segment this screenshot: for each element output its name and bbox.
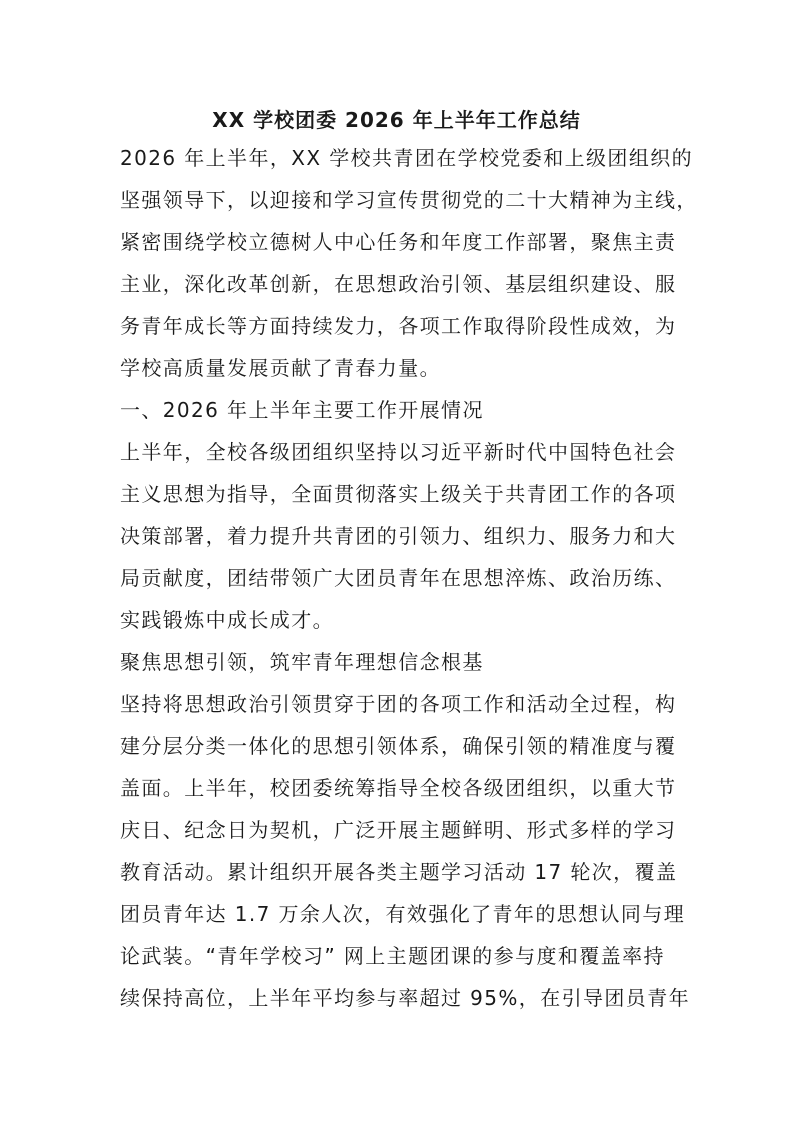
body-line: 庆日、纪念日为契机，广泛开展主题鲜明、形式多样的学习 bbox=[120, 818, 677, 842]
body-line: 坚持将思想政治引领贯穿于团的各项工作和活动全过程，构 bbox=[120, 692, 677, 716]
body-line: 团员青年达 1.7 万余人次，有效强化了青年的思想认同与理 bbox=[120, 902, 686, 926]
body-line: 紧密围绕学校立德树人中心任务和年度工作部署，聚焦主责 bbox=[120, 230, 677, 254]
body-line: 坚强领导下，以迎接和学习宣传贯彻党的二十大精神为主线， bbox=[120, 188, 698, 212]
body-line: 决策部署，着力提升共青团的引领力、组织力、服务力和大 bbox=[120, 524, 677, 548]
body-line: 务青年成长等方面持续发力，各项工作取得阶段性成效，为 bbox=[120, 314, 677, 338]
body-line: 论武装。“青年学校习” 网上主题团课的参与度和覆盖率持 bbox=[120, 944, 665, 968]
body-line: 上半年，全校各级团组织坚持以习近平新时代中国特色社会 bbox=[120, 440, 677, 464]
body-line: 盖面。上半年，校团委统筹指导全校各级团组织，以重大节 bbox=[120, 776, 677, 800]
subsection-heading: 聚焦思想引领，筑牢青年理想信念根基 bbox=[120, 650, 484, 674]
body-line: 续保持高位，上半年平均参与率超过 95%，在引导团员青年 bbox=[120, 986, 691, 1010]
body-line: 教育活动。累计组织开展各类主题学习活动 17 轮次，覆盖 bbox=[120, 860, 678, 884]
body-line: 建分层分类一体化的思想引领体系，确保引领的精准度与覆 bbox=[120, 734, 677, 758]
document-title: XX 学校团委 2026 年上半年工作总结 bbox=[212, 108, 581, 132]
body-line: 主业，深化改革创新，在思想政治引领、基层组织建设、服 bbox=[120, 272, 677, 296]
body-line: 局贡献度，团结带领广大团员青年在思想淬炼、政治历练、 bbox=[120, 566, 677, 590]
body-line: 2026 年上半年，XX 学校共青团在学校党委和上级团组织的 bbox=[120, 146, 694, 170]
body-line: 主义思想为指导，全面贯彻落实上级关于共青团工作的各项 bbox=[120, 482, 677, 506]
body-line: 学校高质量发展贡献了青春力量。 bbox=[120, 356, 441, 380]
section-heading: 一、2026 年上半年主要工作开展情况 bbox=[120, 398, 484, 422]
body-line: 实践锻炼中成长成才。 bbox=[120, 608, 334, 632]
